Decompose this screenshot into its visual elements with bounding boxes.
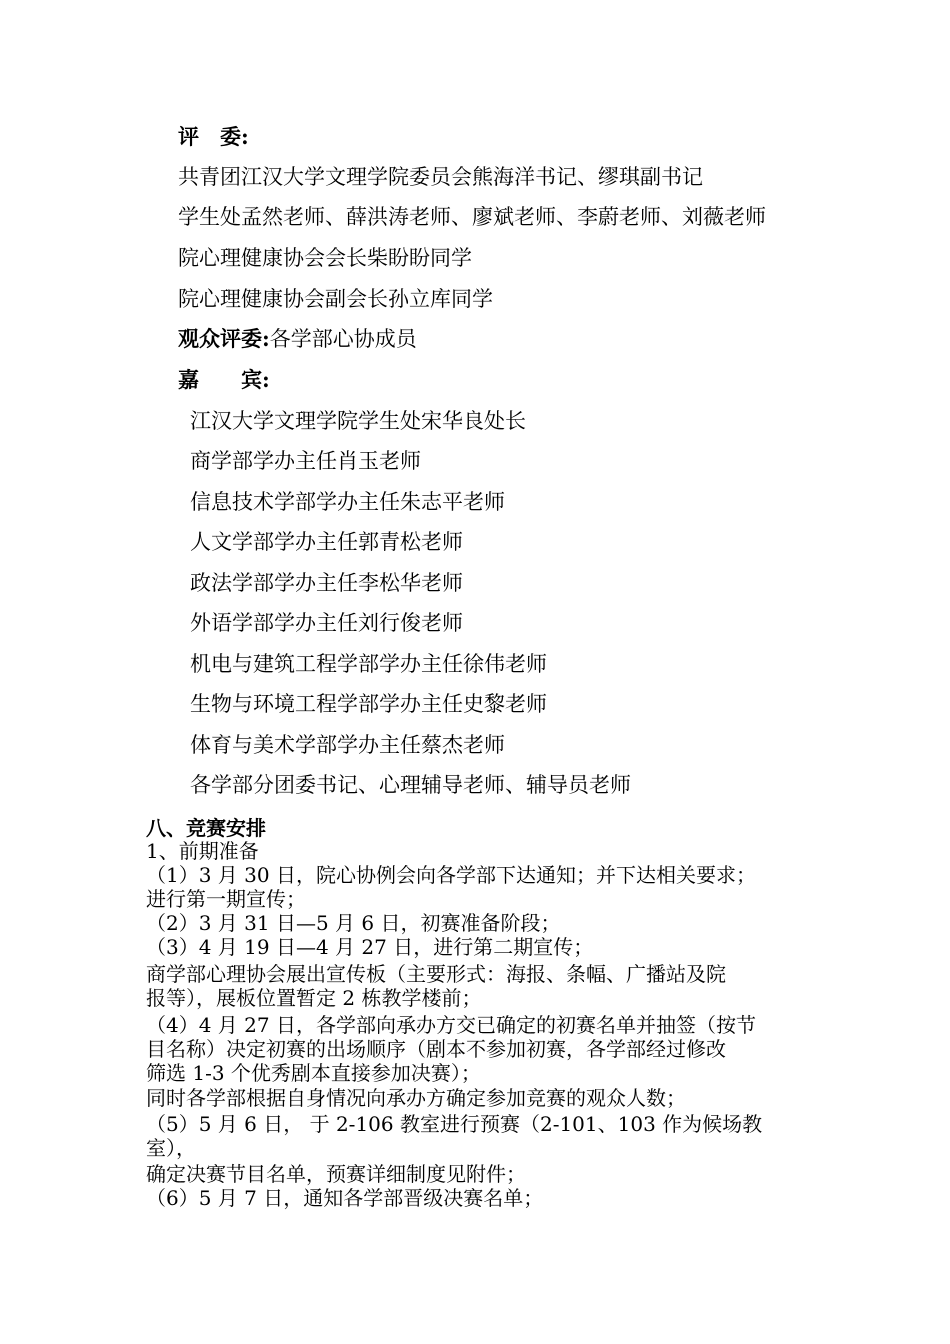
guest-line-10: 各学部分团委书记、心理辅导老师、辅导员老师 — [190, 773, 631, 797]
audience-judges-row — [178, 326, 417, 352]
guest-line-9: 体育与美术学部学办主任蔡杰老师 — [190, 733, 505, 757]
judges-line-4: 院心理健康协会副会长孙立库同学 — [178, 287, 493, 311]
section-line-8: 目名称）决定初赛的出场顺序（剧本不参加初赛，各学部经过修改 — [146, 1037, 726, 1061]
guest-line-3: 信息技术学部学办主任朱志平老师 — [190, 490, 505, 514]
section-line-2: 进行第一期宣传； — [146, 887, 306, 911]
section-line-13: 确定决赛节目名单，预赛详细制度见附件； — [146, 1162, 526, 1186]
section-line-1: （1）3 月 30 日，院心协例会向各学部下达通知；并下达相关要求； — [146, 863, 756, 887]
guest-line-5: 政法学部学办主任李松华老师 — [190, 571, 463, 595]
guest-line-7: 机电与建筑工程学部学办主任徐伟老师 — [190, 652, 547, 676]
section-line-7: （4）4 月 27 日，各学部向承办方交已确定的初赛名单并抽签（按节 — [146, 1013, 756, 1037]
section-line-14: （6）5 月 7 日，通知各学部晋级决赛名单； — [146, 1186, 544, 1210]
judges-line-2: 学生处孟然老师、薛洪涛老师、廖斌老师、李蔚老师、刘薇老师 — [178, 205, 766, 229]
guest-line-6: 外语学部学办主任刘行俊老师 — [190, 611, 463, 635]
audience-judges-label: 观众评委: — [178, 326, 270, 351]
section-line-6: 报等），展板位置暂定 2 栋教学楼前； — [146, 986, 482, 1010]
guest-line-2: 商学部学办主任肖玉老师 — [190, 449, 421, 473]
section-line-3: （2）3 月 31 日—5 月 6 日，初赛准备阶段； — [146, 911, 561, 935]
section-line-9: 筛选 1-3 个优秀剧本直接参加决赛）； — [146, 1061, 481, 1085]
section-line-12: 室）， — [146, 1136, 196, 1160]
guest-line-1: 江汉大学文理学院学生处宋华良处长 — [190, 409, 526, 433]
section-line-10: 同时各学部根据自身情况向承办方确定参加竞赛的观众人数； — [146, 1086, 686, 1110]
audience-judges-value: 各学部心协成员 — [269, 327, 417, 351]
section-line-4: （3）4 月 19 日—4 月 27 日，进行第二期宣传； — [146, 935, 594, 959]
judges-line-1: 共青团江汉大学文理学院委员会熊海洋书记、缪琪副书记 — [178, 165, 703, 189]
guests-heading: 嘉 宾: — [178, 367, 270, 392]
section-title: 八、竞赛安排 — [146, 816, 266, 840]
judges-line-3: 院心理健康协会会长柴盼盼同学 — [178, 246, 472, 270]
section-line-11: （5）5 月 6 日， 于 2-106 教室进行预赛（2-101、103 作为候场教 — [146, 1112, 763, 1136]
guest-line-4: 人文学部学办主任郭青松老师 — [190, 530, 463, 554]
section-subtitle: 1、前期准备 — [146, 839, 259, 863]
guest-line-8: 生物与环境工程学部学办主任史黎老师 — [190, 692, 547, 716]
judges-heading: 评 委: — [178, 124, 249, 149]
section-line-5: 商学部心理协会展出宣传板（主要形式：海报、条幅、广播站及院 — [146, 962, 726, 986]
